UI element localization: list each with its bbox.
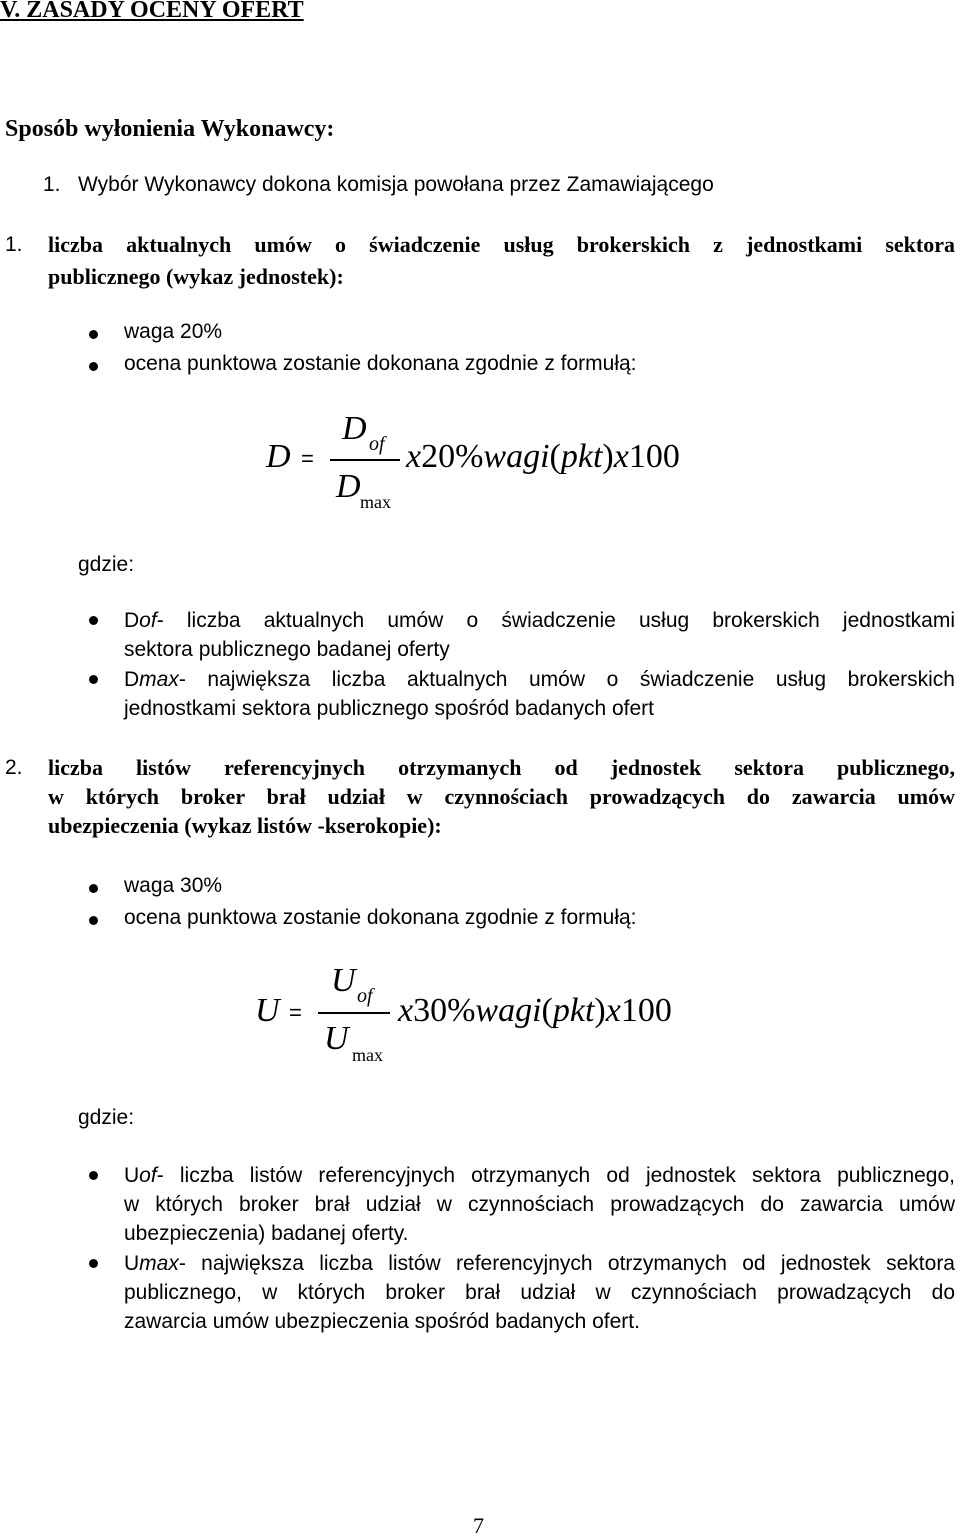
- bullet-icon: [89, 916, 98, 925]
- criterion1-scoring: ocena punktowa zostanie dokonana zgodnie z formułą:: [124, 352, 637, 375]
- def-dmax-line-2: jednostkami sektora publicznego spośród badanych ofert: [124, 697, 654, 720]
- criterion1-weight: waga 20%: [124, 320, 223, 343]
- def-umax-line-2: publicznego, w których broker brał udział w czynnościach prowadzących do: [124, 1281, 955, 1304]
- bullet-icon: [89, 884, 98, 893]
- criterion1-line-2: publicznego (wykaz jednostek):: [48, 264, 344, 289]
- bullet-icon: [89, 330, 98, 339]
- bullet-icon: [89, 362, 98, 371]
- selection-number: 1.: [43, 173, 61, 196]
- def-dof-line-1: Dof- liczba aktualnych umów o świadczenie usług brokerskich jednostkami: [124, 609, 955, 632]
- def-uof-line-2: w których broker brał udział w czynnościach prowadzących do zawarcia umów: [124, 1193, 955, 1216]
- bullet-icon: [89, 1171, 98, 1180]
- criterion2-scoring: ocena punktowa zostanie dokonana zgodnie z formułą:: [124, 906, 637, 929]
- criterion2-line-3: ubezpieczenia (wykaz listów -kserokopie):: [48, 813, 442, 838]
- def-uof-line-3: ubezpieczenia) badanej oferty.: [124, 1222, 409, 1245]
- page-number: 7: [473, 1513, 484, 1538]
- method-title: Sposób wyłonienia Wykonawcy:: [5, 116, 335, 142]
- criterion1-line-1: liczba aktualnych umów o świadczenie usług brokerskich z jednostkami sektora: [48, 232, 955, 257]
- fraction-bar: [330, 459, 400, 461]
- fraction-bar: [318, 1012, 390, 1014]
- criterion2-line-1: liczba listów referencyjnych otrzymanych od jednostek sektora publicznego,: [48, 755, 955, 780]
- selection-text: Wybór Wykonawcy dokona komisja powołana przez Zamawiającego: [78, 173, 714, 196]
- bullet-icon: [89, 675, 98, 684]
- section-heading: V. ZASADY OCENY OFERT: [0, 0, 304, 23]
- def-umax-line-1: Umax- największa liczba listów referencyjnych otrzymanych od jednostek sektora: [124, 1252, 955, 1275]
- criterion2-weight: waga 30%: [124, 874, 223, 897]
- criterion1-where: gdzie:: [78, 553, 135, 576]
- def-dmax-line-1: Dmax- największa liczba aktualnych umów o świadczenie usług brokerskich: [124, 668, 955, 691]
- def-dof-line-2: sektora publicznego badanej oferty: [124, 638, 450, 661]
- def-umax-line-3: zawarcia umów ubezpieczenia spośród badanych ofert.: [124, 1310, 640, 1333]
- bullet-icon: [89, 1259, 98, 1268]
- criterion2-line-2: w których broker brał udział w czynnościach prowadzących do zawarcia umów: [48, 784, 955, 809]
- criterion1-number: 1.: [5, 233, 23, 256]
- def-uof-line-1: Uof- liczba listów referencyjnych otrzymanych od jednostek sektora publicznego,: [124, 1164, 955, 1187]
- criterion2-where: gdzie:: [78, 1106, 135, 1129]
- criterion2-number: 2.: [5, 756, 23, 779]
- bullet-icon: [89, 616, 98, 625]
